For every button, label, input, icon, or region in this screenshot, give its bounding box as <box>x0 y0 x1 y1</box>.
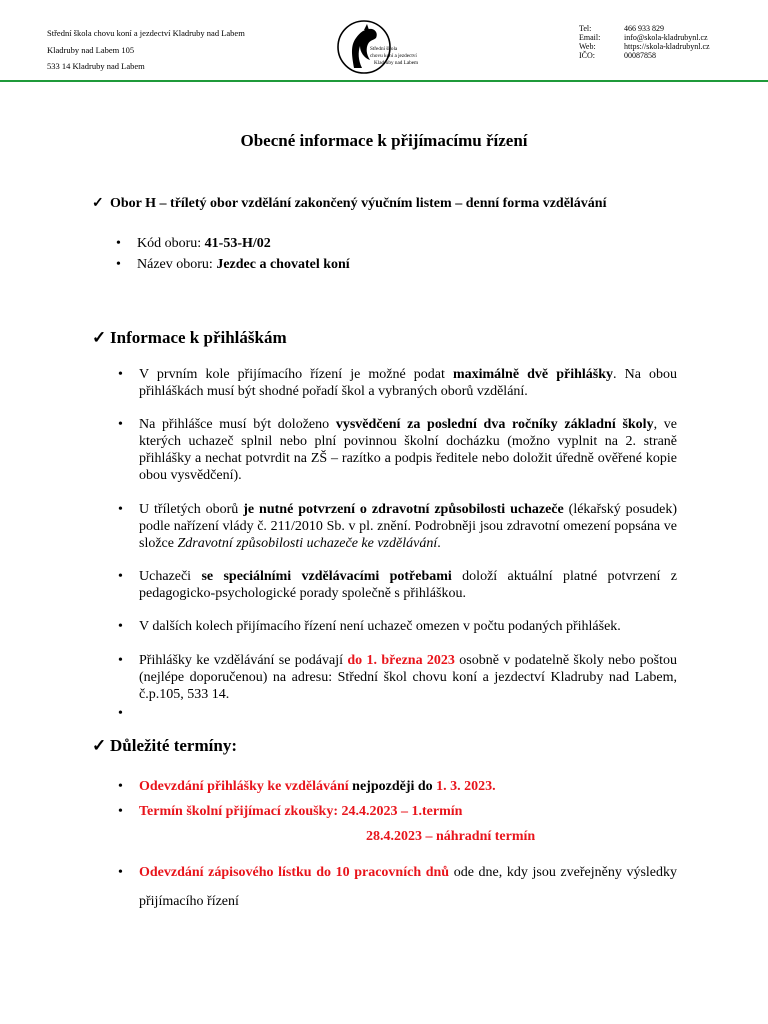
header-left <box>47 25 245 75</box>
info-item-4: • Uchazeči se speciálními vzdělávacími potřebami doloží aktuální platné potvrzení z pedagogicko-psychologické porady společně s přihláškou. <box>115 568 677 602</box>
contact-web: Web: https://skola-kladrubynl.cz <box>579 42 710 51</box>
page-title: Obecné informace k přijímacímu řízení <box>240 131 528 150</box>
section-obor-heading: ✓ Obor H – tříletý obor vzdělání zakončený výučním listem – denní forma vzdělávání <box>92 196 607 211</box>
logo-line-3: Kladruby nad Labem <box>374 60 419 66</box>
list-item: • Název oboru: Jezdec a chovatel koní <box>113 254 350 275</box>
info-item-6: • Přihlášky ke vzdělávání se podávají do 1. března 2023 osobně v podatelně školy nebo poštou (nejlépe doporučenou) na adresu: Střední škol chovu koní a jezdectví Kladruby nad Labem, č.p.105, 533 14. • <box>115 652 677 722</box>
email-link[interactable]: info@skola-kladrubynl.cz <box>624 33 708 42</box>
list-item: • Kód oboru: 41-53-H/02 <box>113 233 350 254</box>
info-item-3: • U tříletých oborů je nutné potvrzení o zdravotní způsobilosti uchazeče (lékařský posudek) podle nařízení vlády č. 211/2010 Sb. v pl. znění. Podrobněji jsou zdravotní omezení popsána ve složce Zdravotní způsobilosti uchazeče ke vzdělávání. <box>115 501 677 552</box>
logo-line-1: Střední škola <box>370 46 398 52</box>
contact-ico: IČO: 00087858 <box>579 51 656 60</box>
contact-tel: Tel: 466 933 829 <box>579 24 664 33</box>
header-divider <box>0 80 768 82</box>
section-terminy-heading: ✓ Důležité termíny: <box>92 736 237 755</box>
school-logo <box>336 16 454 78</box>
logo-line-2: chovu koní a jezdectví <box>370 53 417 59</box>
info-item-5: • V dalších kolech přijímacího řízení není uchazeč omezen v počtu podaných přihlášek. <box>115 618 677 635</box>
web-link[interactable]: https://skola-kladrubynl.cz <box>624 42 710 51</box>
term-item-2: • Termín školní přijímací zkoušky: 24.4.2023 – 1.termín <box>115 803 677 820</box>
address-line-1: Kladruby nad Labem 105 <box>47 44 135 55</box>
info-item-1: • V prvním kole přijímacího řízení je možné podat maximálně dvě přihlášky. Na obou přihláškách musí být shodné pořadí škol a vybraných oborů vzdělání. <box>115 366 677 400</box>
contact-email: Email: info@skola-kladrubynl.cz <box>579 33 708 42</box>
checkmark-icon: ✓ <box>92 196 104 211</box>
term-item-1: • Odevzdání přihlášky ke vzdělávání nejpozději do 1. 3. 2023. <box>115 778 677 795</box>
info-item-2: • Na přihlášce musí být doloženo vysvědčení za poslední dva ročníky základní školy, ve kterých uchazeč splnil nebo plní povinnou školní docházku (možno vyplnit na 2. straně přihlášky a nechat potvrdit na ZŠ – razítko a podpis ředitele nebo doložit úředně ověřené kopie obou vysvědčení). <box>115 416 677 484</box>
term-item-2-alt: 28.4.2023 – náhradní termín <box>366 829 536 844</box>
checkmark-icon: ✓ <box>92 328 107 347</box>
section-prihlasky-heading: ✓ Informace k přihláškám <box>92 328 287 347</box>
address-line-2: 533 14 Kladruby nad Labem <box>47 61 145 71</box>
school-name: Střední škola chovu koní a jezdectví Kladruby nad Labem <box>47 28 245 38</box>
checkmark-icon: ✓ <box>92 736 107 755</box>
obor-list <box>113 233 350 275</box>
header-contacts <box>579 24 710 60</box>
term-item-3: • Odevzdání zápisového lístku do 10 pracovních dnů ode dne, kdy jsou zveřejněny výsledky přijímacího řízení <box>115 858 677 916</box>
